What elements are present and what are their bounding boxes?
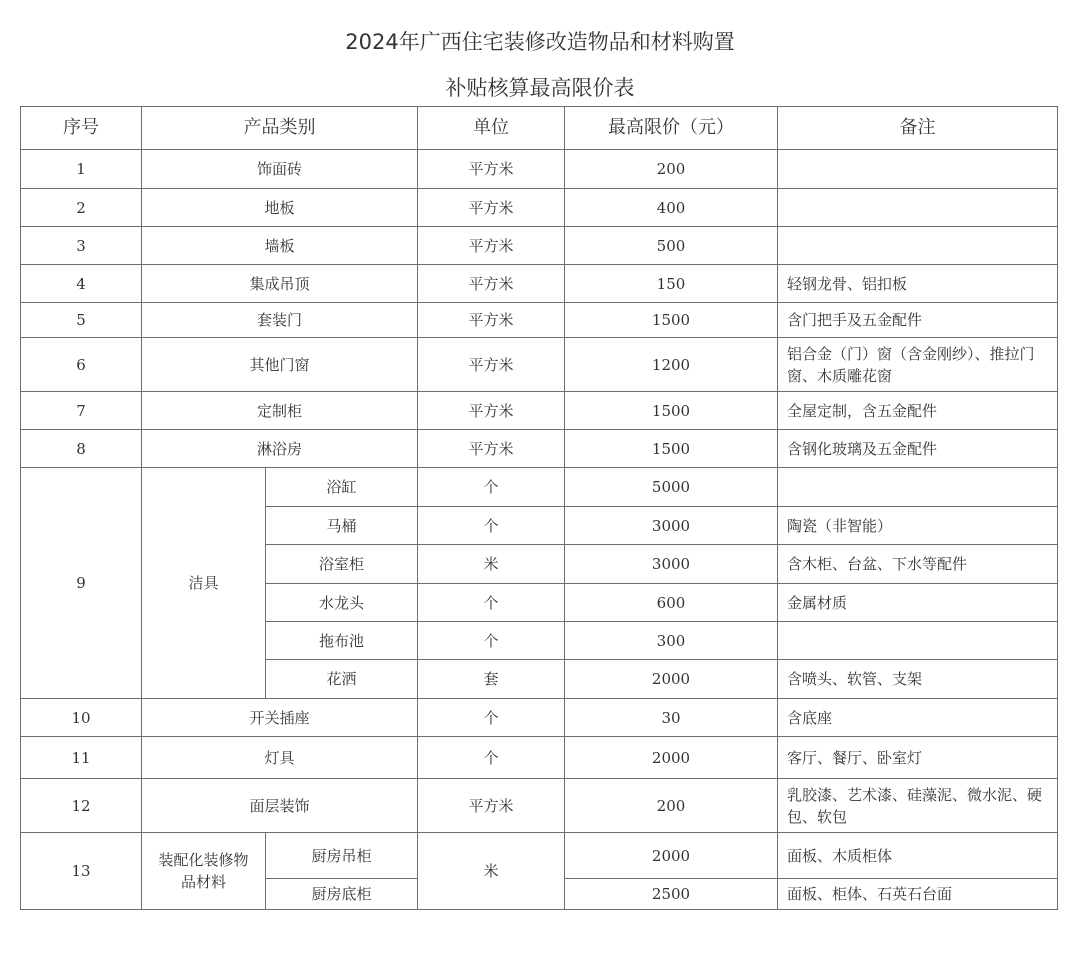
row-max-price: 500 [565, 227, 778, 265]
price-limit-table [20, 106, 1058, 910]
row-max-price: 200 [565, 779, 778, 833]
table-row [21, 699, 1058, 737]
row-remark: 陶瓷（非智能） [778, 507, 1058, 545]
table-row [21, 338, 1058, 392]
row-unit: 个 [418, 468, 565, 507]
row-remark: 含门把手及五金配件 [778, 303, 1058, 338]
header-row [21, 107, 1058, 150]
header-max-price: 最高限价（元） [565, 107, 778, 150]
row-remark: 金属材质 [778, 584, 1058, 622]
row-subcategory: 马桶 [266, 507, 418, 545]
row-unit: 个 [418, 584, 565, 622]
row-max-price: 2000 [565, 737, 778, 779]
row-index: 3 [21, 227, 142, 265]
row-max-price: 2000 [565, 660, 778, 699]
row-remark: 铝合金（门）窗（含金刚纱）、推拉门窗、木质雕花窗 [778, 338, 1058, 392]
row-index: 7 [21, 392, 142, 430]
row-remark [778, 150, 1058, 189]
row-unit: 平方米 [418, 265, 565, 303]
row-index: 10 [21, 699, 142, 737]
row-subcategory: 水龙头 [266, 584, 418, 622]
row-index: 2 [21, 189, 142, 227]
row-remark: 含底座 [778, 699, 1058, 737]
table-row [21, 430, 1058, 468]
row-subcategory: 浴缸 [266, 468, 418, 507]
table-row [21, 468, 1058, 507]
row-category: 面层装饰 [142, 779, 418, 833]
row-index: 6 [21, 338, 142, 392]
row-category: 套装门 [142, 303, 418, 338]
row-unit: 平方米 [418, 430, 565, 468]
row-remark: 含钢化玻璃及五金配件 [778, 430, 1058, 468]
row-category: 淋浴房 [142, 430, 418, 468]
row-category: 地板 [142, 189, 418, 227]
row-category: 集成吊顶 [142, 265, 418, 303]
row-max-price: 300 [565, 622, 778, 660]
table-row [21, 227, 1058, 265]
row-index: 13 [21, 833, 142, 910]
row-max-price: 3000 [565, 545, 778, 584]
row-category: 灯具 [142, 737, 418, 779]
row-remark: 全屋定制，含五金配件 [778, 392, 1058, 430]
row-unit: 平方米 [418, 227, 565, 265]
row-unit: 个 [418, 507, 565, 545]
table-row [21, 303, 1058, 338]
table-row [21, 150, 1058, 189]
row-unit: 平方米 [418, 303, 565, 338]
row-remark: 含喷头、软管、支架 [778, 660, 1058, 699]
row-remark [778, 468, 1058, 507]
row-max-price: 150 [565, 265, 778, 303]
header-remarks: 备注 [778, 107, 1058, 150]
row-index: 8 [21, 430, 142, 468]
row-category: 饰面砖 [142, 150, 418, 189]
row-remark [778, 227, 1058, 265]
row-remark [778, 622, 1058, 660]
header-category: 产品类别 [142, 107, 418, 150]
row-index: 1 [21, 150, 142, 189]
row-group-category: 装配化装修物品材料 [142, 833, 266, 910]
row-unit: 平方米 [418, 392, 565, 430]
row-category: 其他门窗 [142, 338, 418, 392]
row-unit: 米 [418, 833, 565, 910]
row-max-price: 600 [565, 584, 778, 622]
row-category: 定制柜 [142, 392, 418, 430]
row-max-price: 2000 [565, 833, 778, 879]
row-unit: 平方米 [418, 150, 565, 189]
row-index: 4 [21, 265, 142, 303]
row-max-price: 30 [565, 699, 778, 737]
page-title: 2024年广西住宅装修改造物品和材料购置 [345, 30, 735, 54]
row-max-price: 1500 [565, 303, 778, 338]
row-remark: 轻钢龙骨、铝扣板 [778, 265, 1058, 303]
header-unit: 单位 [418, 107, 565, 150]
row-index: 5 [21, 303, 142, 338]
row-unit: 套 [418, 660, 565, 699]
row-max-price: 2500 [565, 879, 778, 910]
row-unit: 米 [418, 545, 565, 584]
row-max-price: 5000 [565, 468, 778, 507]
row-index: 11 [21, 737, 142, 779]
row-max-price: 1200 [565, 338, 778, 392]
row-subcategory: 厨房底柜 [266, 879, 418, 910]
row-unit: 平方米 [418, 189, 565, 227]
row-remark: 面板、木质柜体 [778, 833, 1058, 879]
table-row [21, 265, 1058, 303]
row-max-price: 200 [565, 150, 778, 189]
row-unit: 平方米 [418, 779, 565, 833]
row-unit: 个 [418, 622, 565, 660]
header-index: 序号 [21, 107, 142, 150]
row-remark: 乳胶漆、艺术漆、硅藻泥、微水泥、硬包、软包 [778, 779, 1058, 833]
row-subcategory: 拖布池 [266, 622, 418, 660]
row-subcategory: 浴室柜 [266, 545, 418, 584]
row-unit: 个 [418, 699, 565, 737]
table-row [21, 189, 1058, 227]
row-max-price: 1500 [565, 392, 778, 430]
row-subcategory: 花洒 [266, 660, 418, 699]
row-category: 开关插座 [142, 699, 418, 737]
row-remark: 含木柜、台盆、下水等配件 [778, 545, 1058, 584]
table-row [21, 392, 1058, 430]
row-category: 墙板 [142, 227, 418, 265]
row-index: 12 [21, 779, 142, 833]
table-row [21, 737, 1058, 779]
row-remark [778, 189, 1058, 227]
row-remark: 面板、柜体、石英石台面 [778, 879, 1058, 910]
row-index: 9 [21, 468, 142, 699]
row-subcategory: 厨房吊柜 [266, 833, 418, 879]
row-max-price: 400 [565, 189, 778, 227]
row-remark: 客厅、餐厅、卧室灯 [778, 737, 1058, 779]
table-row [21, 833, 1058, 879]
table-row [21, 779, 1058, 833]
row-max-price: 1500 [565, 430, 778, 468]
row-max-price: 3000 [565, 507, 778, 545]
row-group-category: 洁具 [142, 468, 266, 699]
page-subtitle: 补贴核算最高限价表 [445, 76, 635, 100]
row-unit: 个 [418, 737, 565, 779]
row-unit: 平方米 [418, 338, 565, 392]
